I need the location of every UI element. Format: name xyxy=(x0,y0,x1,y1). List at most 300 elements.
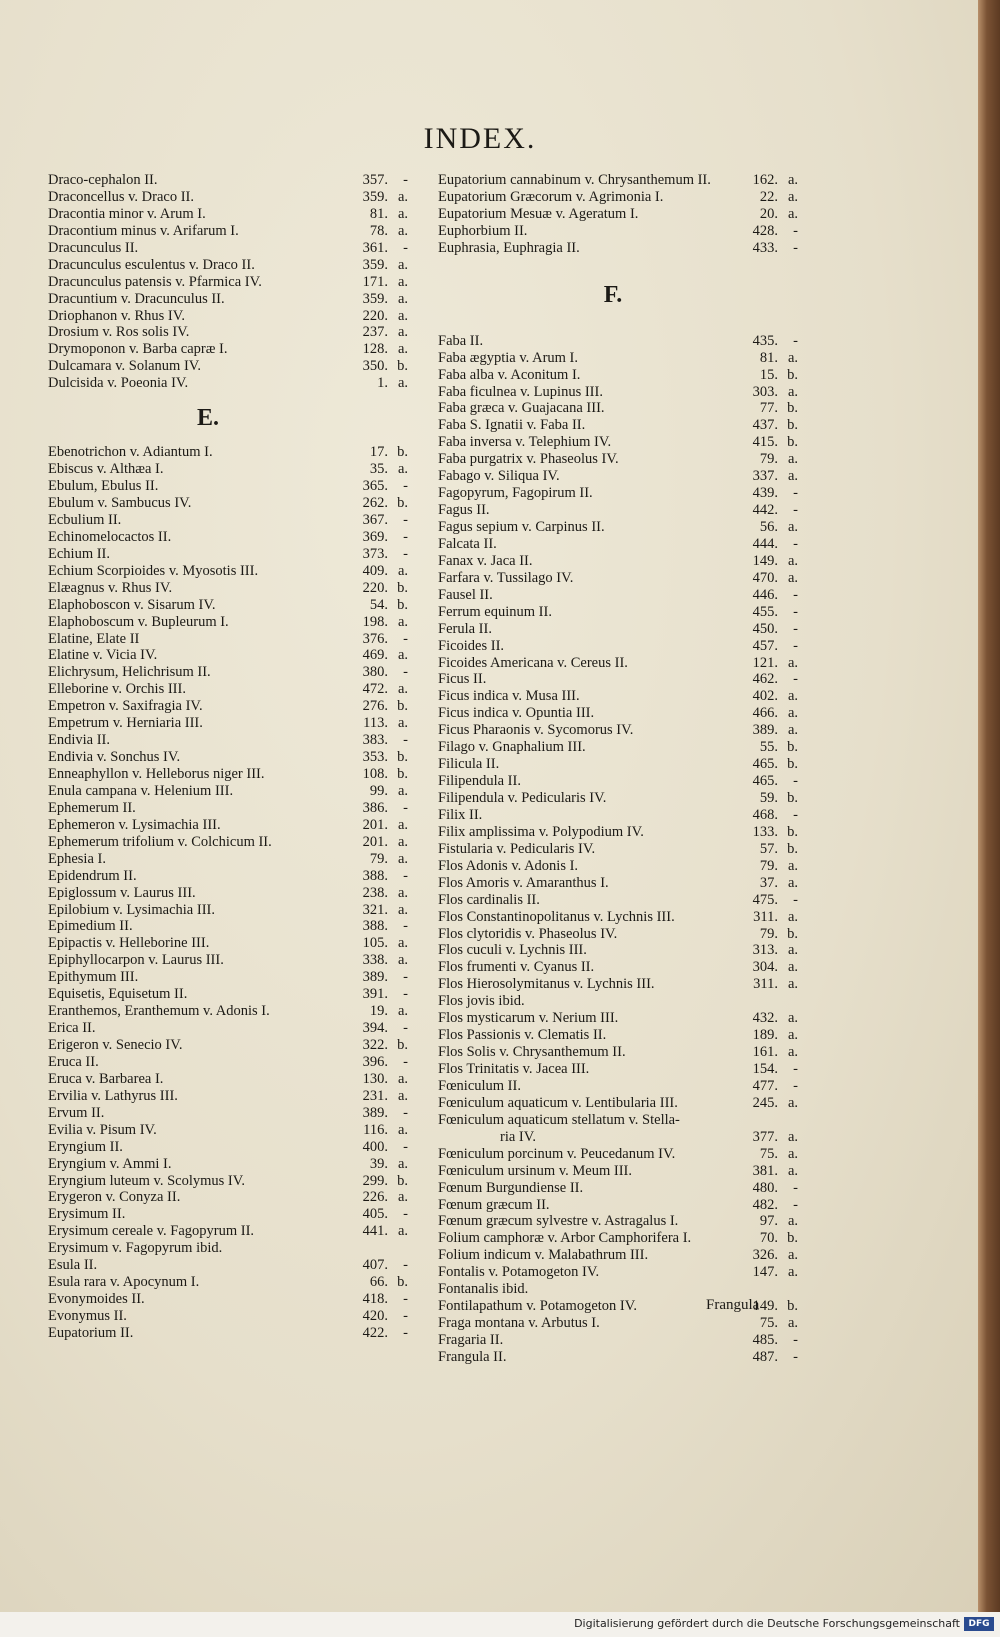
entry-page: 359. xyxy=(362,290,388,307)
entry-column: a. xyxy=(397,613,408,630)
entry-page: 128. xyxy=(362,341,388,358)
entry-name: Erica II. xyxy=(48,1020,96,1037)
entry-name: Flos cardinalis II. xyxy=(438,891,540,908)
entry-column: - xyxy=(793,1332,798,1348)
index-entry xyxy=(438,671,798,688)
entry-column: a. xyxy=(787,1264,798,1281)
index-entry xyxy=(438,206,798,223)
entry-page: 220. xyxy=(362,579,388,596)
section-letter-e: E. xyxy=(196,405,219,432)
entry-column: a. xyxy=(397,273,408,290)
index-entry xyxy=(48,1189,408,1206)
entry-name: Echium II. xyxy=(48,545,111,562)
entry-name: Echium Scorpioides v. Myosotis III. xyxy=(48,562,259,579)
index-entry xyxy=(438,655,798,672)
entry-name: Flos Hierosolymitanus v. Lychnis III. xyxy=(438,976,655,993)
entry-page: 376. xyxy=(362,630,388,647)
index-entry xyxy=(438,367,798,384)
right-entries-f xyxy=(438,333,798,1366)
index-entry xyxy=(48,1240,408,1257)
entry-name: Flos Trinitatis v. Jacea III. xyxy=(438,1061,590,1077)
entry-name: Ferrum equinum II. xyxy=(438,603,552,620)
entry-page: 154. xyxy=(752,1061,778,1077)
entry-page: 245. xyxy=(752,1094,778,1111)
entry-name: Fontalis v. Potamogeton IV. xyxy=(438,1264,600,1281)
index-entry xyxy=(438,1197,798,1214)
entry-column: - xyxy=(403,172,408,188)
entry-page: 37. xyxy=(759,874,778,891)
entry-column: a. xyxy=(397,952,408,969)
index-entry xyxy=(48,529,408,546)
dfg-logo: DFG xyxy=(964,1617,994,1631)
entry-page: 113. xyxy=(363,715,388,732)
entry-name: Folium indicum v. Malabathrum III. xyxy=(438,1247,649,1264)
entry-name: Eryngium luteum v. Scolymus IV. xyxy=(48,1172,245,1189)
entry-column: a. xyxy=(397,205,408,222)
entry-column: a. xyxy=(397,1070,408,1087)
entry-name: Fontanalis ibid. xyxy=(438,1281,529,1298)
entry-page: 377. xyxy=(752,1128,778,1145)
index-entry xyxy=(438,1146,798,1163)
entry-column: a. xyxy=(787,172,798,188)
entry-page: 70. xyxy=(759,1230,778,1247)
index-entry xyxy=(48,1223,408,1240)
index-entry xyxy=(438,875,798,892)
index-entry xyxy=(438,1180,798,1197)
entry-column: a. xyxy=(397,256,408,273)
entry-page: 55. xyxy=(759,739,778,756)
entry-page: 81. xyxy=(759,349,778,366)
index-entry xyxy=(438,756,798,773)
index-entry xyxy=(48,580,408,597)
entry-page: 470. xyxy=(752,569,778,586)
entry-page: 433. xyxy=(752,239,778,256)
entry-column: a. xyxy=(787,976,798,993)
entry-page: 162. xyxy=(752,172,778,188)
entry-page: 373. xyxy=(362,545,388,562)
entry-column: b. xyxy=(397,766,408,782)
entry-name: Fausel II. xyxy=(438,586,493,603)
index-entry xyxy=(48,902,408,919)
index-entry xyxy=(438,1129,798,1146)
entry-page: 338. xyxy=(362,952,388,969)
entry-name: Ephemeron v. Lysimachia III. xyxy=(48,816,221,833)
entry-name: Ebulum, Ebulus II. xyxy=(48,478,159,495)
entry-column: a. xyxy=(397,884,408,901)
entry-page: 388. xyxy=(362,867,388,884)
entry-column: - xyxy=(403,1138,408,1155)
entry-page: 442. xyxy=(752,502,778,519)
entry-column: b. xyxy=(397,1172,408,1189)
entry-column: a. xyxy=(787,874,798,891)
entry-page: 15. xyxy=(759,366,778,383)
entry-page: 201. xyxy=(362,816,388,833)
entry-name: Fagopyrum, Fagopirum II. xyxy=(438,485,593,502)
index-entry xyxy=(48,1173,408,1190)
entry-name: Fabago v. Siliqua IV. xyxy=(438,468,560,485)
index-entry xyxy=(438,1078,798,1095)
entry-column: - xyxy=(403,1206,408,1223)
index-entry xyxy=(48,478,408,495)
entry-page: 468. xyxy=(752,806,778,823)
entry-column: - xyxy=(403,1020,408,1037)
entry-name: Ebenotrichon v. Adiantum I. xyxy=(48,444,213,461)
entry-name: Eupatorium Græcorum v. Agrimonia I. xyxy=(438,188,664,205)
index-entry xyxy=(48,1325,408,1342)
index-entry xyxy=(438,434,798,451)
entry-name: Erysimum II. xyxy=(48,1206,126,1223)
entry-column: b. xyxy=(787,739,798,756)
entry-column: - xyxy=(403,1104,408,1121)
index-entry xyxy=(48,986,408,1003)
entry-column: - xyxy=(403,1324,408,1341)
index-entry xyxy=(48,969,408,986)
index-entry xyxy=(48,681,408,698)
entry-column: a. xyxy=(787,942,798,959)
entry-name: Ebulum v. Sambucus IV. xyxy=(48,495,192,511)
entry-column: - xyxy=(403,867,408,884)
entry-page: 79. xyxy=(369,850,388,867)
entry-name: Ervilia v. Lathyrus III. xyxy=(48,1087,178,1104)
entry-page: 79. xyxy=(759,925,778,942)
entry-page: 405. xyxy=(362,1206,388,1223)
index-entry xyxy=(48,1020,408,1037)
entry-column: b. xyxy=(397,579,408,596)
entry-column: a. xyxy=(787,519,798,535)
entry-page: 326. xyxy=(752,1247,778,1264)
entry-page: 386. xyxy=(362,799,388,816)
entry-column: a. xyxy=(397,1223,408,1240)
index-entry xyxy=(48,1003,408,1020)
entry-page: 299. xyxy=(362,1172,388,1189)
index-entry xyxy=(48,698,408,715)
index-entry xyxy=(438,604,798,621)
entry-column: - xyxy=(793,502,798,519)
entry-name: Dracunculus patensis v. Pfarmica IV. xyxy=(48,273,262,290)
entry-name: Frangula II. xyxy=(438,1348,507,1365)
entry-name: Erygeron v. Conyza II. xyxy=(48,1189,181,1206)
entry-column: a. xyxy=(397,290,408,307)
index-entry xyxy=(48,885,408,902)
entry-column: - xyxy=(403,732,408,749)
index-entry xyxy=(438,1247,798,1264)
entry-name: Elleborine v. Orchis III. xyxy=(48,681,186,698)
entry-name: Flos frumenti v. Cyanus II. xyxy=(438,959,595,976)
index-entry xyxy=(438,417,798,434)
entry-name: Elaphoboscum v. Bupleurum I. xyxy=(48,613,229,630)
entry-name: Flos cuculi v. Lychnis III. xyxy=(438,942,587,959)
index-entry xyxy=(438,223,798,240)
entry-column: - xyxy=(793,535,798,552)
index-entry xyxy=(48,851,408,868)
entry-column: a. xyxy=(787,552,798,569)
entry-page: 35. xyxy=(369,461,388,478)
entry-page: 477. xyxy=(752,1077,778,1094)
index-entry xyxy=(438,1332,798,1349)
entry-name: Draco-cephalon II. xyxy=(48,172,158,188)
index-entry xyxy=(438,451,798,468)
entry-page: 381. xyxy=(752,1162,778,1179)
index-entry xyxy=(438,536,798,553)
entry-name: Drymoponon v. Barba capræ I. xyxy=(48,341,228,358)
entry-column: a. xyxy=(787,188,798,205)
index-entry xyxy=(48,223,408,240)
entry-name: Fœnum græcum II. xyxy=(438,1196,550,1213)
entry-column: a. xyxy=(397,188,408,205)
index-entry xyxy=(48,1156,408,1173)
entry-column: - xyxy=(403,664,408,681)
index-entry xyxy=(48,732,408,749)
entry-page: 367. xyxy=(362,511,388,528)
section-letter-f: F. xyxy=(603,281,623,308)
entry-column: - xyxy=(793,1061,798,1077)
entry-name: Elæagnus v. Rhus IV. xyxy=(48,579,173,596)
index-entry xyxy=(438,519,798,536)
entry-name: Epilobium v. Lysimachia III. xyxy=(48,901,215,918)
entry-page: 389. xyxy=(752,722,778,739)
entry-page: 66. xyxy=(369,1274,388,1291)
index-entry xyxy=(48,1274,408,1291)
entry-name: Fraga montana v. Arbutus I. xyxy=(438,1315,600,1332)
index-entry xyxy=(48,172,408,189)
entry-column: b. xyxy=(397,495,408,511)
entry-column: a. xyxy=(787,1315,798,1332)
entry-page: 432. xyxy=(752,1010,778,1027)
index-entry xyxy=(48,1071,408,1088)
index-entry xyxy=(438,841,798,858)
index-entry xyxy=(438,621,798,638)
entry-column: b. xyxy=(397,444,408,461)
index-entry xyxy=(48,1308,408,1325)
entry-column: a. xyxy=(787,857,798,874)
entry-column: b. xyxy=(397,358,408,375)
entry-page: 56. xyxy=(759,519,778,535)
entry-page: 457. xyxy=(752,637,778,654)
entry-page: 20. xyxy=(759,205,778,222)
index-entry xyxy=(48,800,408,817)
entry-name: Evonymus II. xyxy=(48,1308,127,1324)
entry-name: Dracunculus II. xyxy=(48,239,139,256)
entry-page: 441. xyxy=(362,1223,388,1240)
entry-column: - xyxy=(793,620,798,637)
entry-column: - xyxy=(403,478,408,495)
entry-page: 475. xyxy=(752,891,778,908)
index-entry xyxy=(48,935,408,952)
entry-name: Fœnum græcum sylvestre v. Astragalus I. xyxy=(438,1213,679,1230)
entry-page: 418. xyxy=(362,1291,388,1308)
index-entry xyxy=(438,976,798,993)
entry-column: a. xyxy=(397,307,408,324)
entry-page: 465. xyxy=(752,756,778,773)
entry-page: 389. xyxy=(362,969,388,986)
entry-name: Empetrum v. Herniaria III. xyxy=(48,715,203,732)
index-entry xyxy=(48,614,408,631)
entry-page: 304. xyxy=(752,959,778,976)
entry-name: Eruca v. Barbarea I. xyxy=(48,1070,164,1087)
index-entry xyxy=(48,664,408,681)
entry-name: Epiglossum v. Laurus III. xyxy=(48,884,196,901)
index-entry xyxy=(48,206,408,223)
index-entry xyxy=(438,502,798,519)
entry-name: Erysimum v. Fagopyrum ibid. xyxy=(48,1240,223,1257)
index-entry xyxy=(438,858,798,875)
entry-column: - xyxy=(793,332,798,349)
entry-page: 455. xyxy=(752,603,778,620)
entry-name: Dulcamara v. Solanum IV. xyxy=(48,358,202,375)
index-entry xyxy=(48,375,408,392)
entry-column: a. xyxy=(397,222,408,239)
entry-name: Flos Amoris v. Amaranthus I. xyxy=(438,874,609,891)
entry-page: 99. xyxy=(369,782,388,799)
index-entry xyxy=(48,766,408,783)
entry-name: Fœniculum porcinum v. Peucedanum IV. xyxy=(438,1145,676,1162)
entry-column: a. xyxy=(787,705,798,722)
entry-column: a. xyxy=(397,1155,408,1172)
index-entry xyxy=(438,553,798,570)
entry-column: a. xyxy=(787,1027,798,1044)
entry-name: Epidendrum II. xyxy=(48,867,137,884)
entry-name: Enula campana v. Helenium III. xyxy=(48,782,234,799)
entry-page: 480. xyxy=(752,1179,778,1196)
entry-page: 75. xyxy=(759,1145,778,1162)
entry-name: Ficus indica v. Musa III. xyxy=(438,688,580,705)
index-entry xyxy=(438,909,798,926)
entry-name: Elatine v. Vicia IV. xyxy=(48,647,158,664)
entry-name: Dracontia minor v. Arum I. xyxy=(48,205,206,222)
entry-page: 116. xyxy=(363,1121,388,1138)
entry-page: 77. xyxy=(759,400,778,417)
entry-page: 439. xyxy=(752,485,778,502)
entry-column: b. xyxy=(397,1037,408,1053)
entry-page: 59. xyxy=(759,790,778,806)
entry-page: 469. xyxy=(362,647,388,664)
entry-name: Elatine, Elate II xyxy=(48,630,140,647)
entry-column: b. xyxy=(787,823,798,840)
entry-page: 1. xyxy=(377,375,388,392)
index-entry xyxy=(48,240,408,257)
entry-page: 54. xyxy=(369,596,388,613)
entry-page: 97. xyxy=(759,1213,778,1230)
index-entry xyxy=(48,783,408,800)
entry-page: 402. xyxy=(752,688,778,705)
entry-page: 303. xyxy=(752,383,778,400)
entry-column: - xyxy=(403,799,408,816)
entry-page: 435. xyxy=(752,332,778,349)
index-entry xyxy=(438,993,798,1010)
index-entry xyxy=(48,358,408,375)
entry-column: - xyxy=(793,239,798,256)
entry-page: 407. xyxy=(362,1257,388,1274)
entry-column: - xyxy=(793,586,798,603)
index-entry xyxy=(48,597,408,614)
entry-page: 396. xyxy=(362,1053,388,1070)
index-entry xyxy=(48,918,408,935)
entry-name: Esula II. xyxy=(48,1257,98,1274)
entry-name: Farfara v. Tussilago IV. xyxy=(438,569,574,586)
entry-name: Faba ficulnea v. Lupinus III. xyxy=(438,383,603,400)
index-entry xyxy=(438,739,798,756)
index-entry xyxy=(438,172,798,189)
entry-column: a. xyxy=(787,1213,798,1230)
entry-column: - xyxy=(403,986,408,1003)
left-column xyxy=(48,172,408,1342)
entry-name: Dracuntium v. Dracunculus II. xyxy=(48,290,225,307)
entry-name: Ephesia I. xyxy=(48,850,106,867)
entry-page: 121. xyxy=(752,654,778,671)
entry-name: Ficus Pharaonis v. Sycomorus IV. xyxy=(438,722,634,739)
entry-column: a. xyxy=(397,901,408,918)
entry-page: 422. xyxy=(362,1324,388,1341)
entry-page: 380. xyxy=(362,664,388,681)
entry-page: 161. xyxy=(752,1044,778,1061)
entry-name: Driophanon v. Rhus IV. xyxy=(48,307,185,324)
index-entry xyxy=(438,1213,798,1230)
entry-page: 388. xyxy=(362,918,388,935)
entry-column: a. xyxy=(787,569,798,586)
entry-name: Flos Constantinopolitanus v. Lychnis III. xyxy=(438,908,675,925)
index-entry xyxy=(438,485,798,502)
entry-page: 428. xyxy=(752,222,778,239)
entry-column: a. xyxy=(397,1121,408,1138)
entry-name: Erysimum cereale v. Fagopyrum II. xyxy=(48,1223,255,1240)
entry-column: a. xyxy=(397,681,408,698)
index-entry xyxy=(48,563,408,580)
entry-column: - xyxy=(403,1308,408,1324)
entry-page: 487. xyxy=(752,1348,778,1365)
index-entry xyxy=(438,468,798,485)
entry-name: Flos Passionis v. Clematis II. xyxy=(438,1027,607,1044)
entry-page: 394. xyxy=(362,1020,388,1037)
entry-page: 369. xyxy=(362,528,388,545)
index-entry xyxy=(438,688,798,705)
entry-name: Filipendula II. xyxy=(438,773,521,790)
entry-column: b. xyxy=(397,749,408,766)
index-entry xyxy=(438,722,798,739)
entry-name: Echinomelocactos II. xyxy=(48,528,172,545)
entry-name: Ephemerum II. xyxy=(48,799,136,816)
entry-name: Fœniculum aquaticum stellatum v. Stella- xyxy=(438,1111,680,1128)
index-entry xyxy=(438,959,798,976)
entry-page: 462. xyxy=(752,671,778,688)
entry-name: Epiphyllocarpon v. Laurus III. xyxy=(48,952,224,969)
entry-name: Filix amplissima v. Polypodium IV. xyxy=(438,823,644,840)
entry-column: b. xyxy=(787,925,798,942)
entry-column: - xyxy=(793,1196,798,1213)
index-entry xyxy=(48,189,408,206)
entry-column: a. xyxy=(397,562,408,579)
entry-column: b. xyxy=(787,366,798,383)
entry-page: 220. xyxy=(362,307,388,324)
entry-column: - xyxy=(793,1179,798,1196)
left-entries-e xyxy=(48,444,408,1342)
entry-page: 22. xyxy=(759,188,778,205)
book-spine xyxy=(978,0,1000,1612)
entry-column: a. xyxy=(397,461,408,478)
entry-page: 105. xyxy=(362,935,388,952)
entry-name: Faba græca v. Guajacana III. xyxy=(438,400,605,417)
entry-page: 262. xyxy=(362,495,388,511)
index-entry xyxy=(48,1122,408,1139)
entry-column: - xyxy=(793,671,798,688)
entry-name: Ebiscus v. Althæa I. xyxy=(48,461,164,478)
entry-column: b. xyxy=(787,434,798,451)
entry-page: 201. xyxy=(362,833,388,850)
entry-name: Fœnum Burgundiense II. xyxy=(438,1179,584,1196)
entry-column: b. xyxy=(787,840,798,857)
entry-name: Ficus indica v. Opuntia III. xyxy=(438,705,595,722)
entry-name: Filicula II. xyxy=(438,756,500,773)
entry-column: a. xyxy=(787,1094,798,1111)
